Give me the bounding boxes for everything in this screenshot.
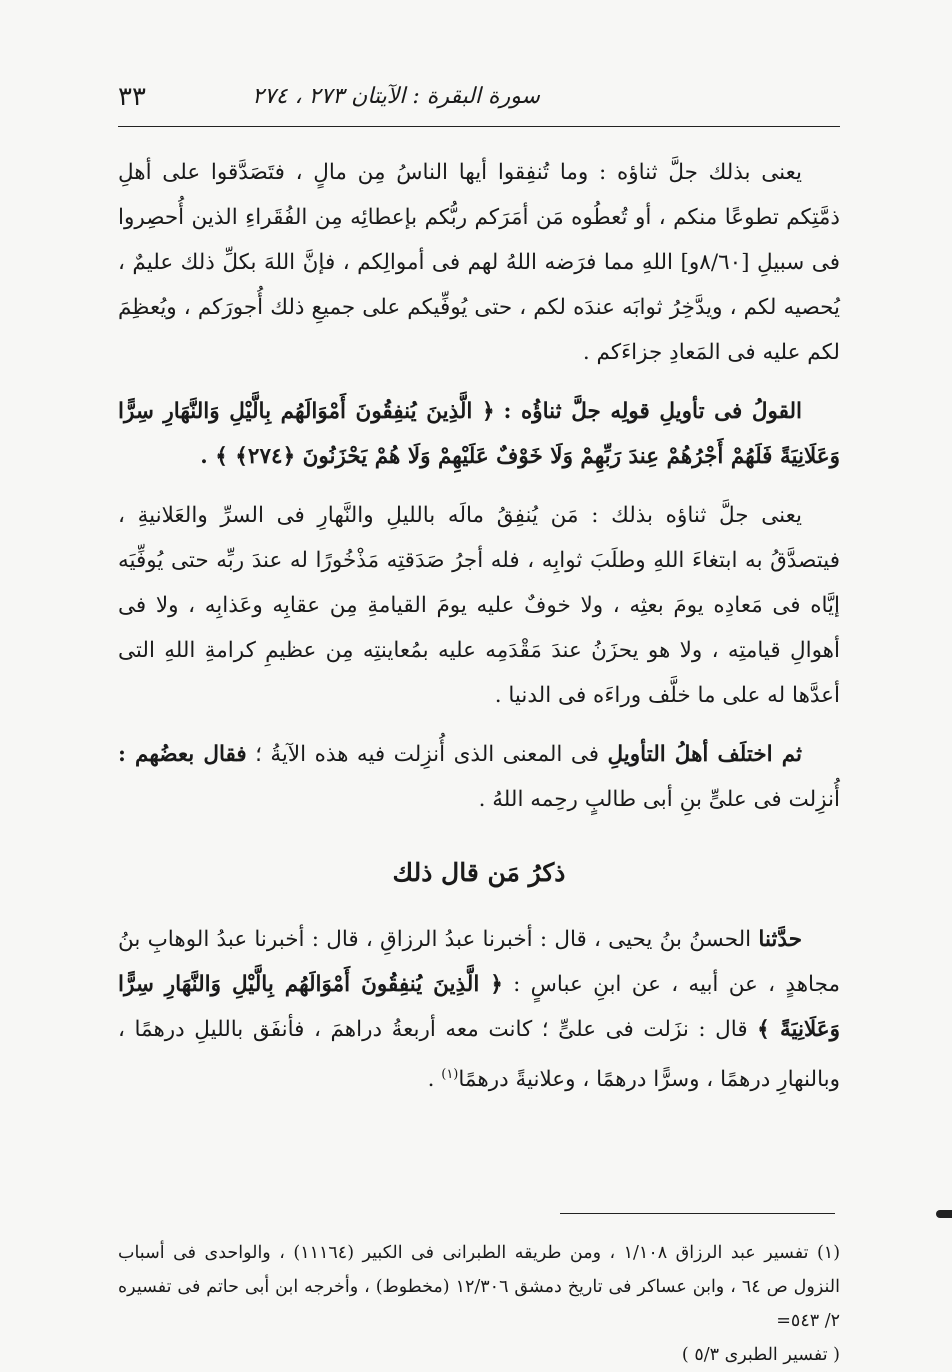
paragraph-1: يعنى بذلك جلَّ ثناؤه : وما تُنفِقوا أيها الناسُ مِن مالٍ ، فتَصَدَّقوا على أهلِ ذمَّتِكم تطوعًا منكم ، أو تُعطُوه مَن أمَرَكم ربُّكم بإعطائِه مِن الفُقَراءِ الذين أُحصِروا فى سبيلِ [٨/٦٠و] اللهِ مما فرَضه اللهُ لهم فى أموالِكم ، فإنَّ اللهَ بكلِّ ذلك عليمٌ ، يُحصيه لكم ، ويدَّخِرُ ثوابَه عندَه لكم ، حتى يُوفِّيكم على جميعِ ذلك أُجورَكم ، ويُعظِمَ لكم عليه فى المَعادِ جزاءَكم . xyxy=(118,160,840,365)
quran-verse: ﴿ الَّذِينَ يُنفِقُونَ أَمْوَالَهُم بِالَّيْلِ وَالنَّهَارِ سِرًّا وَعَلَانِيَةً فَلَهُمْ أَجْرُهُمْ عِندَ رَبِّهِمْ وَلَا خَوْفٌ عَلَيْهِمْ وَلَا هُمْ يَحْزَنُونَ ﴿٢٧٤﴾ ﴾ . xyxy=(118,399,840,469)
narration-text: قال : نزَلت فى علىٍّ ؛ كانت معه أربعةُ دراهمَ ، فأنفَق بالليلِ درهمًا ، وبالنهارِ درهمًا ، وسرًّا درهمًا ، وعلانيةً درهمًا xyxy=(118,1017,840,1093)
footnote-divider xyxy=(560,1213,835,1214)
quran-verse-2: ﴿ الَّذِينَ يُنفِقُونَ أَمْوَالَهُم بِالَّيْلِ وَالنَّهَارِ سِرًّا وَعَلَانِيَةً ﴾ xyxy=(118,972,840,1042)
page-number: ٣٣ xyxy=(118,82,146,112)
narration-lead: حدَّثنا xyxy=(758,927,802,952)
section-lead: القولُ فى تأويلِ قولِه جلَّ ثناؤُه : xyxy=(503,399,802,424)
page-edge-mark xyxy=(936,1210,952,1218)
paragraph-4 xyxy=(118,732,840,822)
footnote-continuation: ( تفسير الطبرى ٥/٣ ) xyxy=(681,1345,840,1365)
paragraph-5 xyxy=(118,917,840,1102)
paragraph-4-text: فى المعنى الذى أُنزِلت فيه هذه الآيةُ ؛ xyxy=(255,742,600,767)
section-lead-2: ثم اختلَف أهلُ التأويلِ xyxy=(607,742,803,767)
running-title: سورة البقرة : الآيتان ٢٧٣ ، ٢٧٤ xyxy=(252,84,540,109)
section-heading: ذكرُ مَن قال ذلك xyxy=(392,858,566,887)
narration-chain: الحسنُ بنُ يحيى ، قال : أخبرنا عبدُ الرزاقِ ، قال : أخبرنا عبدُ الوهابِ بنُ مجاهدٍ ، عن أبيه ، عن ابنِ عباسٍ : xyxy=(118,927,840,997)
narration-end: . xyxy=(427,1067,442,1093)
footnote-1: (١) تفسير عبد الرزاق ١/١٠٨ ، ومن طريقه الطبرانى فى الكبير (١١١٦٤) ، والواحدى فى أسباب النزول ص ٦٤ ، وابن عساكر فى تاريخ دمشق ١٢/٣٠٦ (مخطوط) ، وأخرجه ابن أبى حاتم فى تفسيره ٢/ ٥٤٣= xyxy=(118,1243,841,1331)
page-header xyxy=(118,80,840,127)
main-text xyxy=(118,150,840,1102)
paragraph-4-end: أُنزِلت فى علىٍّ بنِ أبى طالبٍ رحِمه اللهُ . xyxy=(478,787,840,812)
footnote-marker: (١) xyxy=(441,1067,459,1082)
footnotes xyxy=(118,1236,840,1372)
paragraph-3: يعنى جلَّ ثناؤه بذلك : مَن يُنفِقُ مالَه بالليلِ والنَّهارِ فى السرِّ والعَلانيةِ ، فيتصدَّقُ به ابتغاءَ اللهِ وطلَبَ ثوابِه ، فله أجرُ صَدَقتِه مَذْخُورًا له عندَ ربِّه حتى يُوفِّيَه إيَّاه فى مَعادِه يومَ بعثِه ، ولا خوفٌ عليه يومَ القيامةِ مِن عقابِه وعَذابِه ، ولا فى أهوالِ قيامتِه ، ولا هو يحزَنُ عندَ مَقْدَمِه عليه بمُعاينتِه مِن عظيمِ كرامةِ اللهِ التى أعدَّها له على ما خلَّف وراءَه فى الدنيا . xyxy=(118,503,840,708)
section-lead-3: فقال بعضُهم : xyxy=(118,742,247,767)
paragraph-2 xyxy=(118,389,840,479)
